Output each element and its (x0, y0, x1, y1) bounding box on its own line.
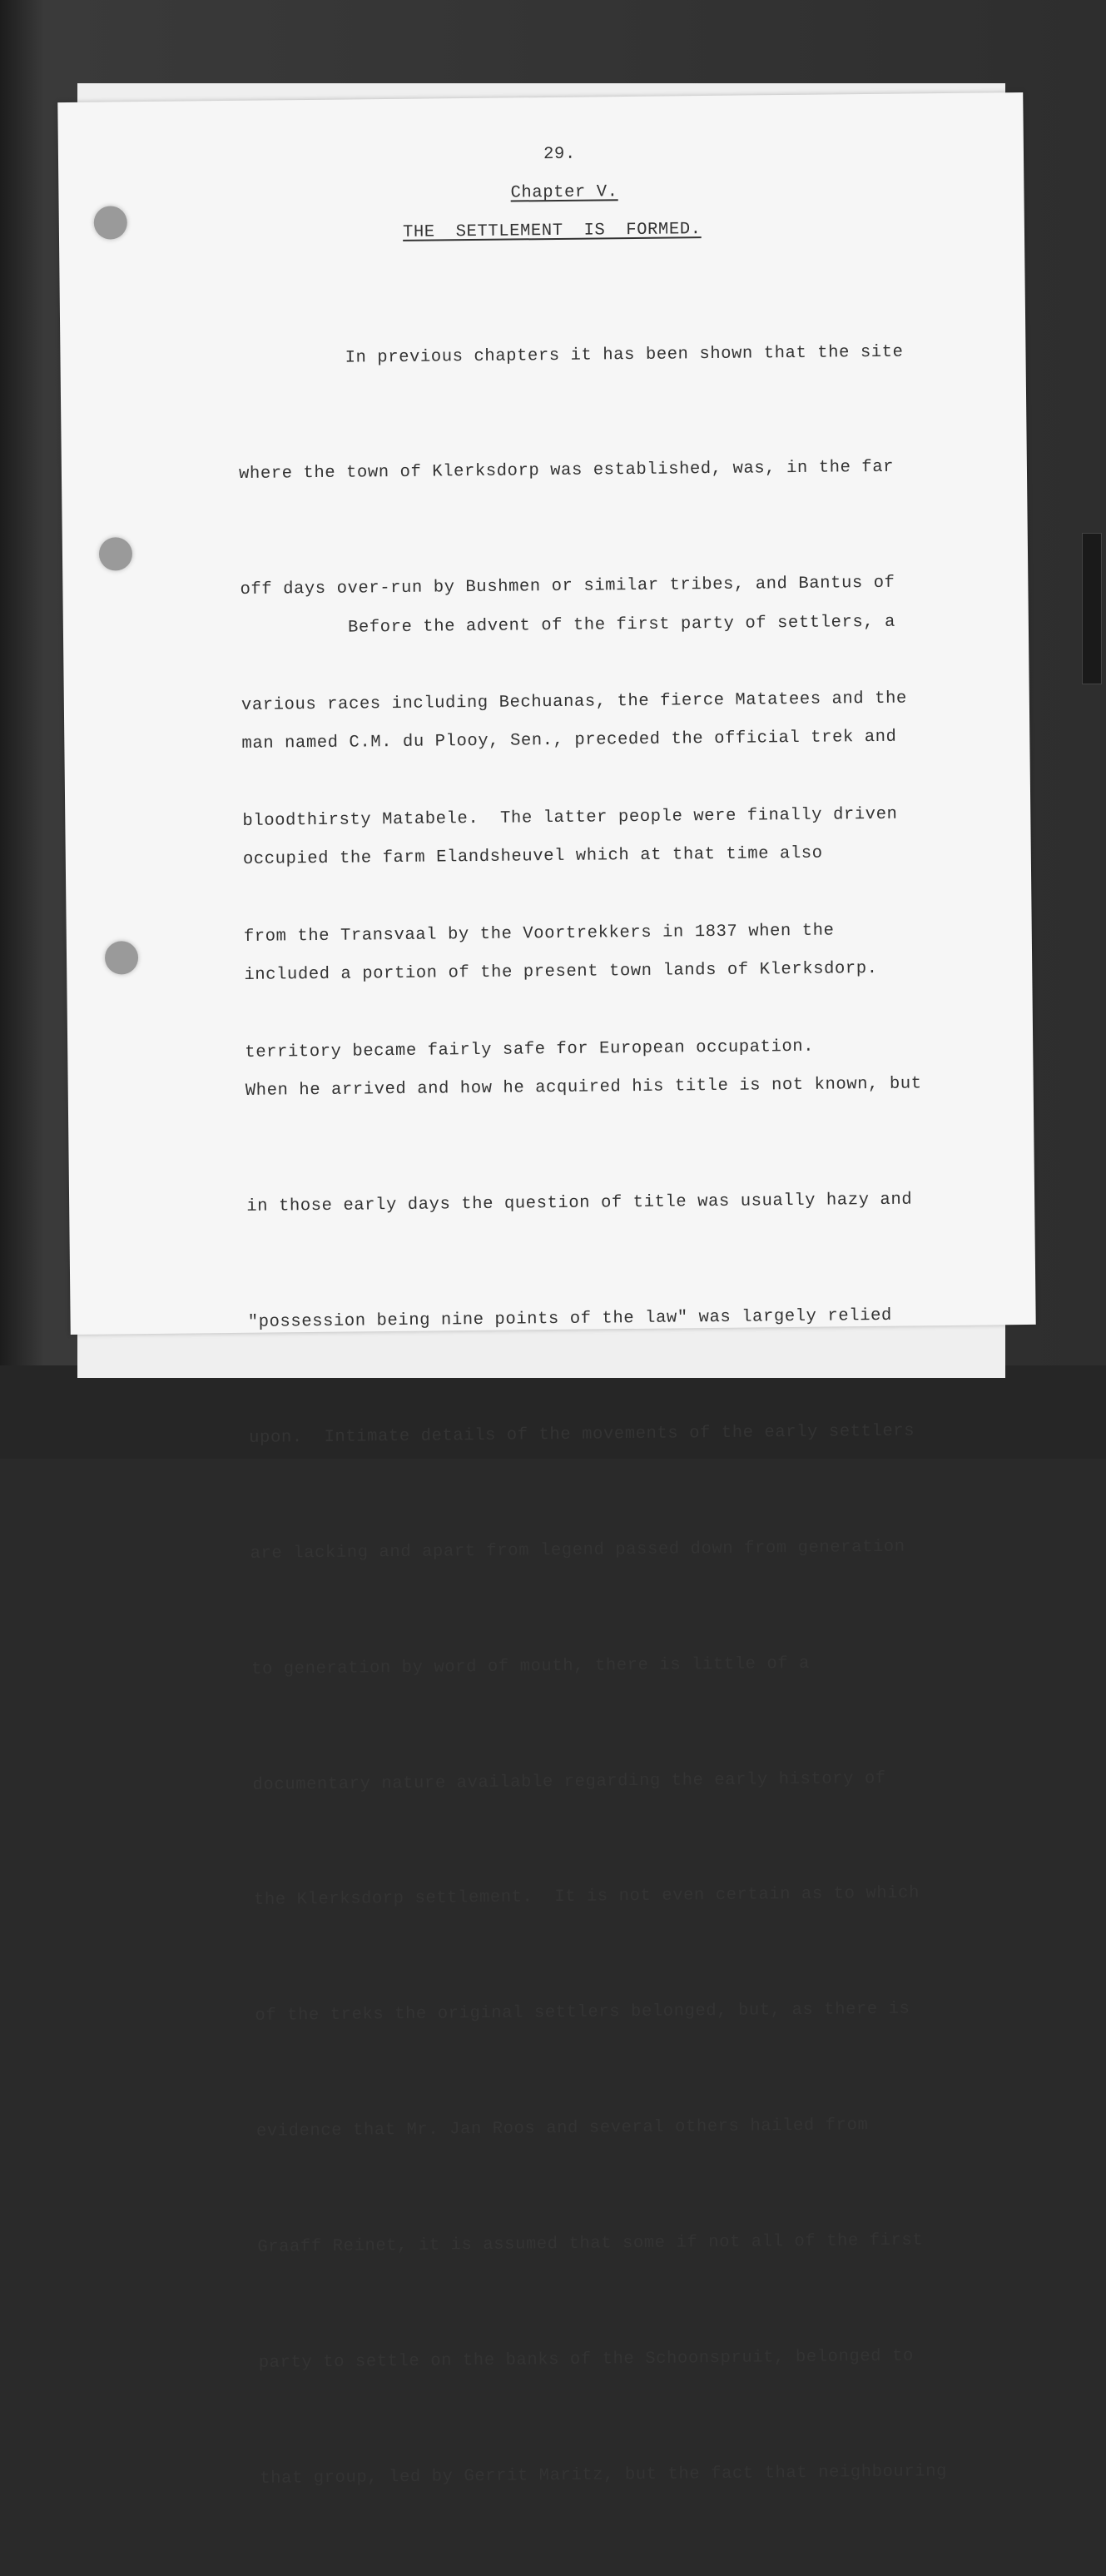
text-line: off days over-run by Bushmen or similar tribes, and Bantus of (240, 574, 895, 600)
text-line: various races including Bechuanas, the fierce Matatees and the (241, 689, 908, 716)
text-line: where the town of Klerksdorp was established, was, in the far (238, 458, 895, 485)
text-line: included a portion of the present town lands of Klerksdorp. (244, 959, 878, 986)
text-line: Before the advent of the first party of settlers, a (240, 612, 896, 639)
text-line: are lacking and apart from legend passed down from generation (250, 1537, 905, 1564)
punch-hole-top (94, 206, 127, 239)
text-line: that group, led by Gerrit Maritz, but the fact that neighbouring (260, 2462, 948, 2489)
paragraph-2 (240, 525, 1044, 2575)
binder-tab (1082, 533, 1102, 684)
text-line: upon. Intimate details of the movements of the early settlers (249, 1421, 915, 1448)
text-line: documentary nature available regarding the early history of (252, 1768, 886, 1795)
text-line: man named C.M. du Plooy, Sen., preceded the official trek and (241, 728, 897, 754)
text-line: evidence that Mr. Jan Roos and several others hailed from (255, 2116, 869, 2142)
text-line: to generation by word of mouth, there is little of a (251, 1654, 811, 1679)
text-line: bloodthirsty Matabele. The latter people were finally driven (242, 804, 898, 832)
text-line: "possession being nine points of the law" was largely relied (247, 1305, 892, 1332)
text-line: of the treks the original settlers belonged, but, as there is (255, 1999, 910, 2026)
text-line: from the Transvaal by the Voortrekkers in 1837 when the (243, 921, 835, 947)
text-line: In previous chapters it has been shown that the site (237, 342, 904, 369)
text-line: occupied the farm Elandsheuvel which at that time also (242, 844, 823, 870)
text-line: the Klerksdorp settlement. It is not even certain as to which (253, 1883, 920, 1911)
text-line: in those early days the question of title was usually hazy and (246, 1190, 913, 1216)
section-heading: THE SETTLEMENT IS FORMED. (402, 220, 702, 242)
text-line: Graaff Reinet, it is assumed that some if not all of the first (257, 2230, 924, 2257)
page-number: 29. (543, 144, 576, 165)
punch-hole-bottom (105, 941, 138, 974)
chapter-title: Chapter V. (510, 182, 618, 203)
text-line: When he arrived and how he acquired his title is not known, but (245, 1074, 922, 1102)
punch-hole-middle (99, 537, 132, 570)
text-line: party to settle on the banks of the Schoonspruit, belonged to (258, 2346, 914, 2373)
text-line: territory became fairly safe for European occupation. (245, 1037, 815, 1062)
